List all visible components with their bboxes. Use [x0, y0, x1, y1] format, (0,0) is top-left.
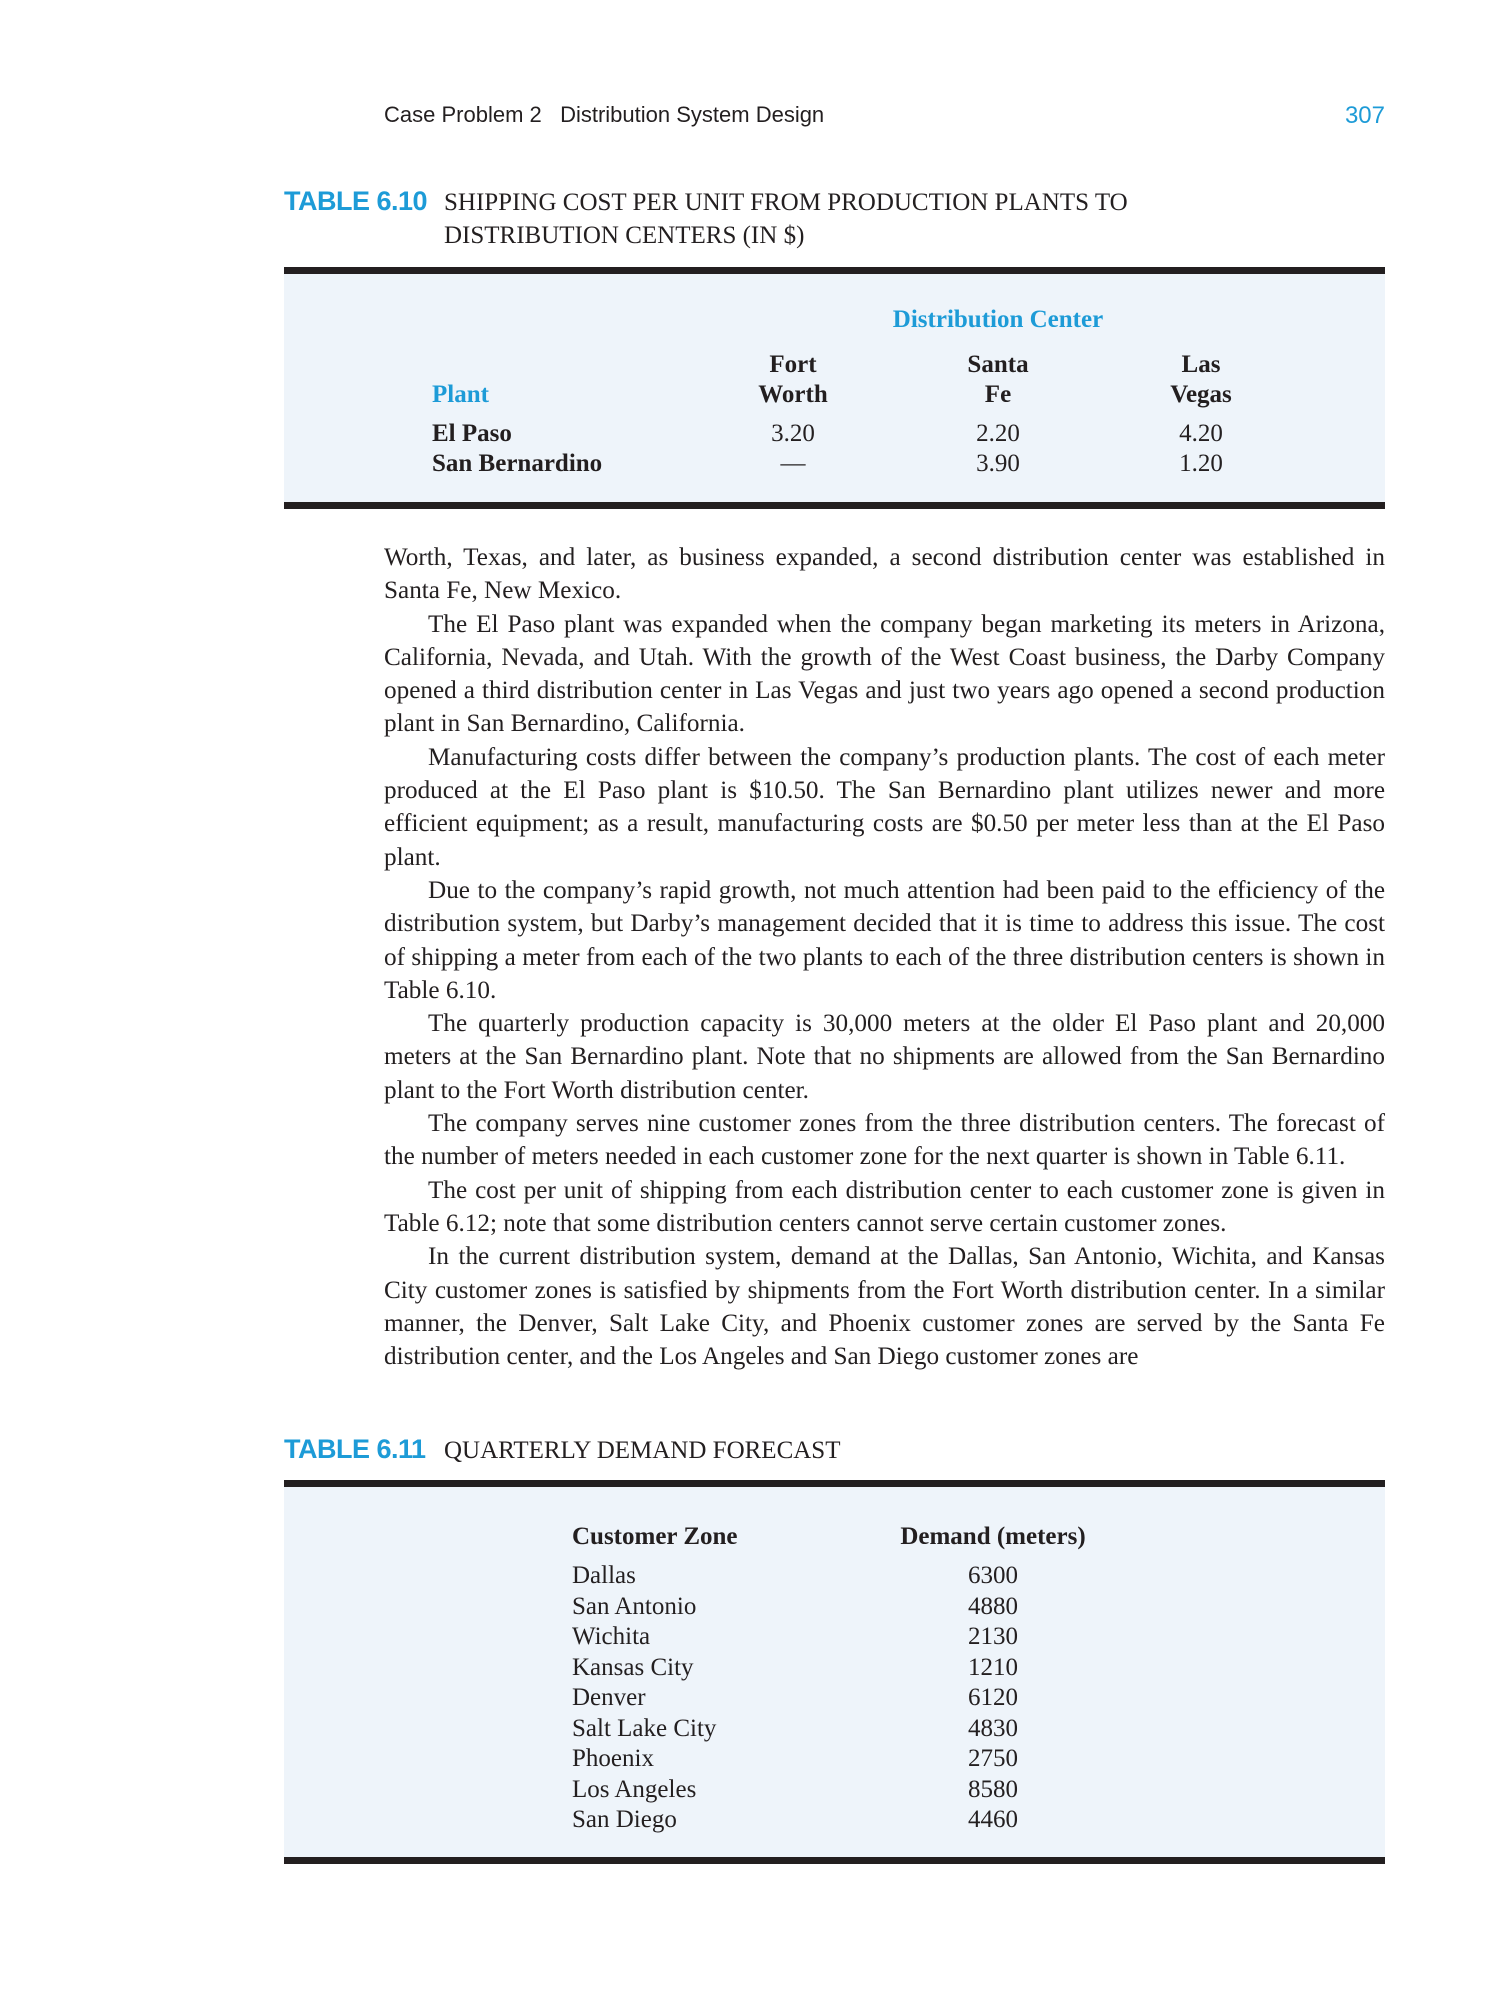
cell-san-bernardino-fort-worth: — — [780, 450, 806, 477]
table-row — [572, 1561, 1132, 1592]
table-6-11 — [284, 1480, 1385, 1864]
table-6-10-caption-line1: SHIPPING COST PER UNIT FROM PRODUCTION PLANTS TO — [444, 189, 1128, 216]
cell-el-paso-santa-fe: 2.20 — [976, 420, 1020, 447]
table-6-10-caption-line2: DISTRIBUTION CENTERS (IN $) — [444, 222, 805, 249]
zone-name: Denver — [572, 1684, 646, 1711]
running-head — [384, 102, 1385, 132]
cell-san-bernardino-santa-fe: 3.90 — [976, 450, 1020, 477]
zone-name: Dallas — [572, 1562, 636, 1589]
zone-name: Phoenix — [572, 1745, 654, 1772]
paragraph: Worth, Texas, and later, as business expanded, a second distribution center was established in Santa Fe, New Mexico. — [384, 544, 1385, 605]
zone-demand: 1210 — [968, 1653, 1018, 1681]
table-row — [572, 1775, 1132, 1806]
paragraph: Due to the company’s rapid growth, not much attention had been paid to the efficiency of the distribution system, but Darby’s management decided that it is time to address this issue. The cost of shipping a meter from each of the two plants to each of the three distribution centers is shown in Table 6.10. — [384, 876, 1385, 1004]
zone-demand: 4830 — [968, 1714, 1018, 1742]
table-row — [572, 1744, 1132, 1775]
demand-rows — [572, 1561, 1132, 1836]
body-text — [384, 541, 1385, 1373]
col-header-fort-worth — [758, 350, 827, 410]
row-header-plant: Plant — [432, 381, 489, 408]
table-row — [572, 1653, 1132, 1684]
col-header-line: Las — [1181, 351, 1221, 378]
zone-demand: 8580 — [968, 1775, 1018, 1803]
table-row — [572, 1622, 1132, 1653]
table-6-10-caption — [444, 186, 1304, 252]
table-row — [572, 1683, 1132, 1714]
col-header-line: Fe — [984, 381, 1012, 408]
table-6-11-caption: QUARTERLY DEMAND FORECAST — [444, 1437, 841, 1464]
zone-name: Wichita — [572, 1623, 651, 1650]
col-header-line: Vegas — [1170, 381, 1232, 408]
paragraph: Manufacturing costs differ between the company’s production plants. The cost of each meter produced at the El Paso plant is $10.50. The San Bernardino plant utilizes newer and more efficient equipment; as a result, manufacturing costs are $0.50 per meter less than at the El Paso plant. — [384, 743, 1385, 871]
paragraph: In the current distribution system, demand at the Dallas, San Antonio, Wichita, and Kansas City customer zones is satisfied by shipments from the Fort Worth distribution center. In a similar manner, the Denver, Salt Lake City, and Phoenix customer zones are served by the Santa Fe distribution center, and the Los Angeles and San Diego customer zones are — [384, 1243, 1385, 1371]
cell-el-paso-las-vegas: 4.20 — [1179, 420, 1223, 447]
group-header-distribution-center: Distribution Center — [892, 306, 1104, 333]
paragraph: The El Paso plant was expanded when the company began marketing its meters in Arizona, California, Nevada, and Utah. With the growth of the West Coast business, the Darby Company opened a third distribution center in Las Vegas and just two years ago opened a second production plant in San Bernardino, California. — [384, 610, 1385, 738]
cell-san-bernardino-las-vegas: 1.20 — [1179, 450, 1223, 477]
zone-demand: 6300 — [968, 1562, 1018, 1589]
col-header-santa-fe — [967, 350, 1028, 410]
zone-demand: 4880 — [968, 1592, 1018, 1620]
col-header-line: Fort — [769, 351, 817, 378]
zone-demand: 4460 — [968, 1806, 1018, 1833]
zone-name: Kansas City — [572, 1653, 694, 1681]
zone-name: San Antonio — [572, 1592, 697, 1620]
zone-name: San Diego — [572, 1806, 677, 1833]
zone-demand: 2130 — [968, 1623, 1018, 1650]
zone-demand: 2750 — [968, 1745, 1018, 1772]
row-label-el-paso: El Paso — [432, 420, 512, 447]
paragraph: The quarterly production capacity is 30,000 meters at the older El Paso plant and 20,000 meters at the San Bernardino plant. Note that no shipments are allowed from the San Bernardino plant to the Fort Worth distribution center. — [384, 1010, 1385, 1104]
page-number: 307 — [1344, 102, 1385, 129]
col-header-customer-zone: Customer Zone — [572, 1523, 738, 1550]
zone-demand: 6120 — [968, 1684, 1018, 1711]
col-header-demand: Demand (meters) — [900, 1523, 1086, 1550]
row-label-san-bernardino: San Bernardino — [432, 450, 603, 477]
table-row — [572, 1592, 1132, 1623]
paragraph: The cost per unit of shipping from each distribution center to each customer zone is given in Table 6.12; note that some distribution centers cannot serve certain customer zones. — [384, 1176, 1385, 1237]
col-header-line: Santa — [967, 351, 1029, 378]
table-6-11-label: TABLE 6.11 — [284, 1434, 426, 1464]
zone-name: Los Angeles — [572, 1775, 697, 1803]
cell-el-paso-fort-worth: 3.20 — [771, 420, 815, 447]
table-row — [572, 1805, 1132, 1836]
zone-name: Salt Lake City — [572, 1714, 717, 1742]
col-header-las-vegas — [1170, 350, 1232, 410]
col-header-line: Worth — [758, 381, 828, 408]
section-title: Case Problem 2 Distribution System Design — [384, 102, 825, 127]
paragraph: The company serves nine customer zones from the three distribution centers. The forecast of the number of meters needed in each customer zone for the next quarter is shown in Table 6.11. — [384, 1110, 1385, 1171]
table-6-10 — [284, 267, 1385, 509]
table-row — [572, 1714, 1132, 1745]
table-6-10-label: TABLE 6.10 — [284, 186, 428, 216]
